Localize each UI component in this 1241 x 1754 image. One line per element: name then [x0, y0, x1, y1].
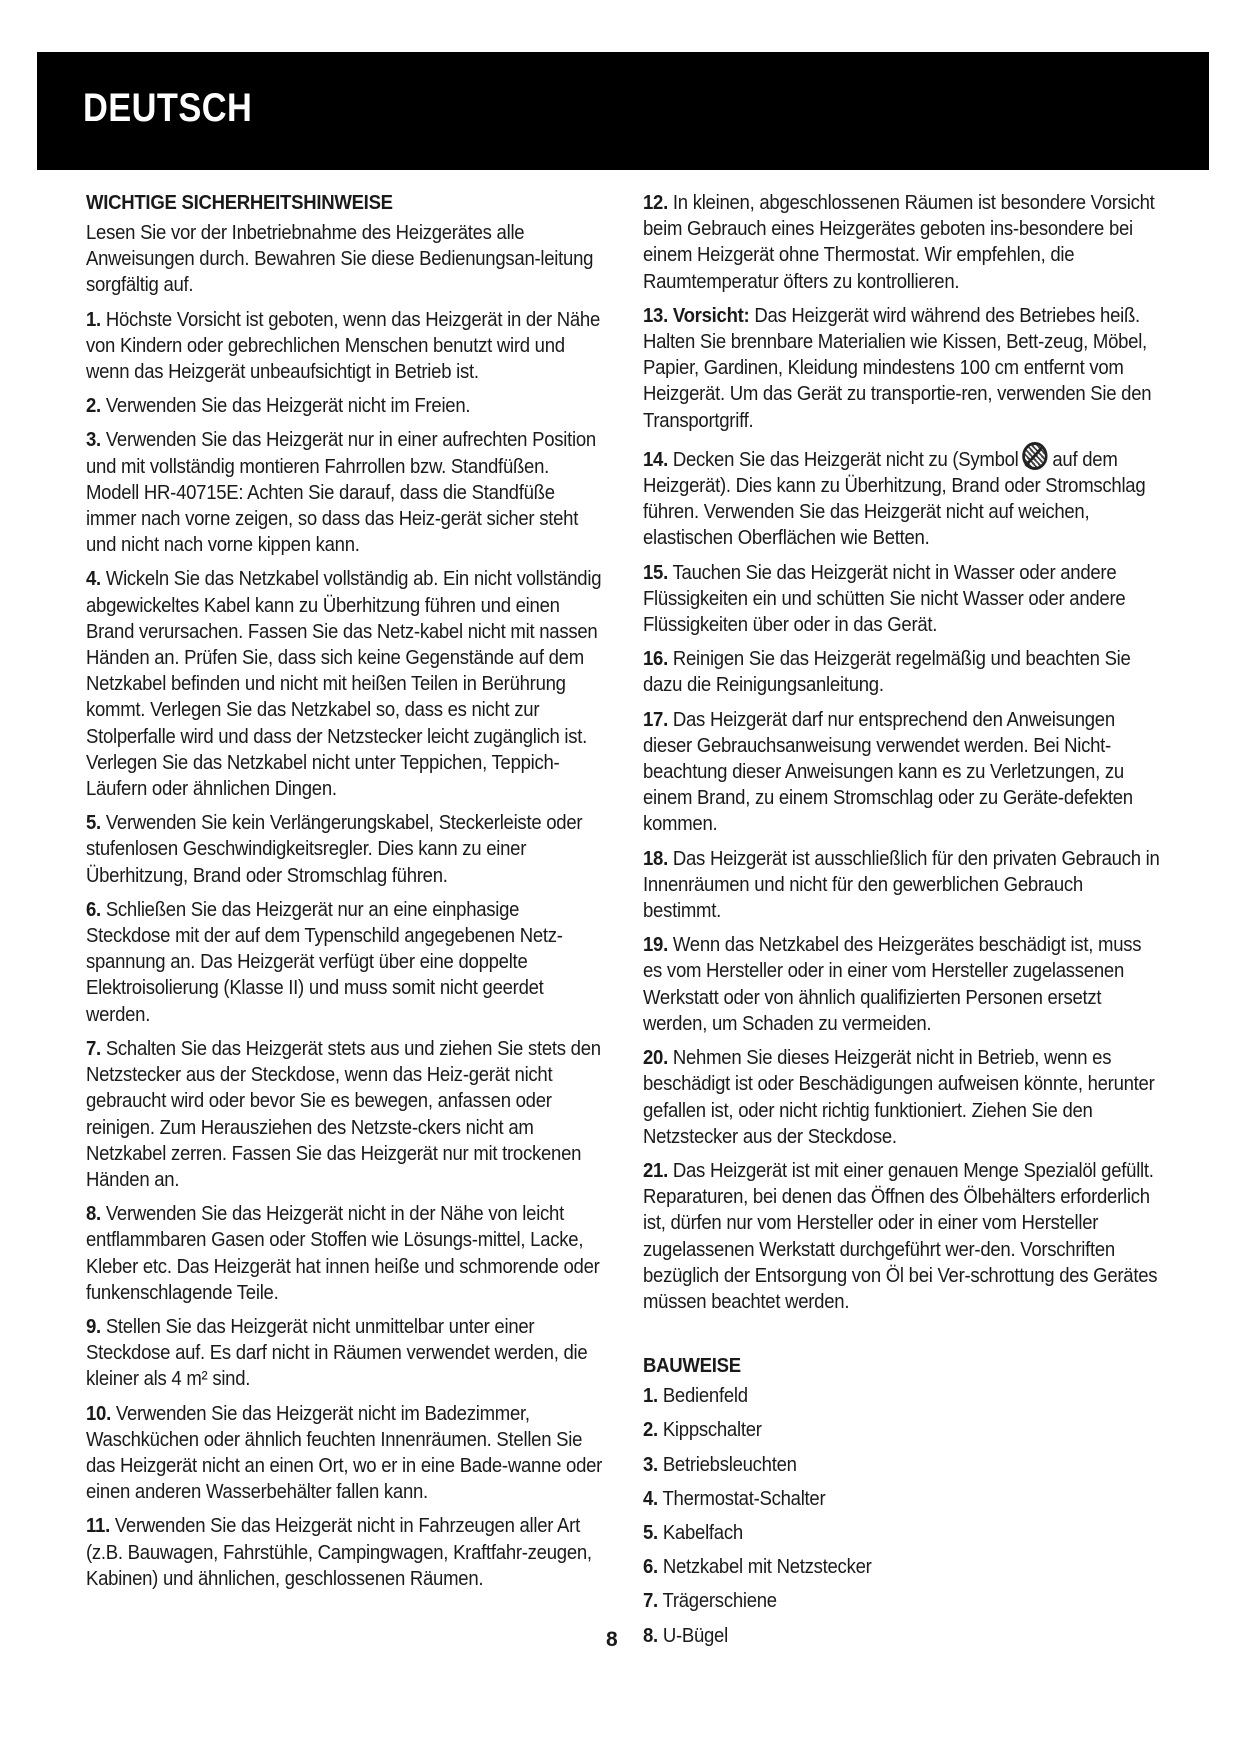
safety-item: [643, 442, 1162, 552]
item-number: 12.: [643, 191, 668, 214]
item-text: Verwenden Sie das Heizgerät nicht in der Nähe von leicht entflammbaren Gasen oder Stoffen wie Lösungs-mittel, Lacke, Kleber etc. Das Heizgerät hat innen heiße und schmorende oder funkenschlagende Teile.: [86, 1202, 600, 1304]
item-text: Tauchen Sie das Heizgerät nicht in Wasser oder andere Flüssigkeiten ein und schütten Sie nicht Wasser oder andere Flüssigkeiten über oder in das Gerät.: [643, 560, 1126, 637]
safety-item: [643, 303, 1162, 434]
item-number: 3.: [86, 428, 101, 452]
item-number: 20.: [643, 1046, 668, 1070]
item-label: Trägerschiene: [662, 1589, 777, 1613]
item-number: 13.: [643, 303, 668, 327]
item-number: 7.: [86, 1036, 101, 1060]
construction-item: [643, 1623, 1162, 1649]
safety-item: [86, 1401, 605, 1506]
safety-intro: Lesen Sie vor der Inbetriebnahme des Heizgerätes alle Anweisungen durch. Bewahren Sie diese Bedienungsan-leitung sorgfältig auf.: [86, 221, 594, 297]
item-text: Verwenden Sie das Heizgerät nur in einer aufrechten Position und mit vollständig montieren Fahrrollen bzw. Standfüßen. Modell HR-40715E: Achten Sie darauf, dass die Standfüße immer nach vorne zeigen, so dass das Heiz-gerät sicher steht und nicht nach vorne kippen kann.: [86, 428, 596, 557]
item-number: 8.: [86, 1202, 101, 1226]
item-text: Verwenden Sie das Heizgerät nicht im Freien.: [105, 394, 471, 418]
safety-item: [643, 560, 1162, 639]
safety-item: [86, 1036, 605, 1193]
item-text: Decken Sie das Heizgerät nicht zu (Symbol: [672, 447, 1019, 471]
item-number: 2.: [86, 394, 101, 418]
item-text: Reinigen Sie das Heizgerät regelmäßig und beachten Sie dazu die Reinigungsanleitung.: [643, 647, 1131, 697]
item-number: 6.: [86, 897, 101, 921]
safety-heading: WICHTIGE SICHERHEITSHINWEISE: [86, 191, 393, 214]
safety-item: [86, 810, 605, 889]
item-number: 1.: [86, 307, 101, 331]
construction-item: [643, 1452, 1162, 1478]
safety-item: [86, 393, 605, 419]
item-text: Verwenden Sie kein Verlängerungskabel, Steckerleiste oder stufenlosen Geschwindigkeitsregler. Dies kann zu einer Überhitzung, Brand oder Stromschlag führen.: [86, 811, 583, 887]
item-number: 4.: [86, 567, 101, 591]
left-column: [86, 190, 606, 1600]
item-number: 1.: [643, 1384, 658, 1408]
item-text: Das Heizgerät ist mit einer genauen Menge Spezialöl gefüllt. Reparaturen, bei denen das Öffnen des Ölbehälters erforderlich ist, dürfen nur vom Hersteller oder in einer vom Hersteller zugelassenen Werkstatt durchgeführt wer-den. Vorschriften bezüglich der Entsorgung von Öl bei Ver-schrottung des Gerätes müssen beachtet werden.: [643, 1158, 1158, 1313]
construction-item: [643, 1383, 1162, 1409]
item-text: Schließen Sie das Heizgerät nur an eine einphasige Steckdose mit der auf dem Typenschild angegebenen Netz-spannung an. Das Heizgerät verfügt über eine doppelte Elektroisolierung (Klasse II) und muss somit nicht geerdet werden.: [86, 897, 563, 1026]
item-text: Verwenden Sie das Heizgerät nicht im Badezimmer, Waschküchen oder ähnlich feuchten Innenräumen. Stellen Sie das Heizgerät nicht an einen Ort, wo er in eine Bade-wanne oder einen anderen Wasserbehälter fallen kann.: [86, 1401, 603, 1504]
item-number: 18.: [643, 846, 668, 870]
item-text: Wickeln Sie das Netzkabel vollständig ab. Ein nicht vollständig abgewickeltes Kabel kann zu Überhitzung führen und einen Brand verursachen. Fassen Sie das Netz-kabel nicht mit nassen Händen an. Prüfen Sie, dass sich keine Gegenstände auf dem Netzkabel befinden und nicht mit heißen Teilen in Berührung kommt. Verlegen Sie das Netzkabel so, dass es nicht zur Stolperfalle wird und dass der Netzstecker leicht zugänglich ist. Verlegen Sie das Netzkabel nicht unter Teppichen, Teppich-Läufern oder ähnlichen Dingen.: [86, 567, 602, 801]
item-text: Das Heizgerät wird während des Betriebes heiß. Halten Sie brennbare Materialien wie Kissen, Bett-zeug, Möbel, Papier, Gardinen, Kleidung mindestens 100 cm entfernt vom Heizgerät. Um das Gerät zu transportie-ren, verwenden Sie den Transportgriff.: [643, 303, 1152, 432]
safety-item: [643, 190, 1162, 295]
item-label: Thermostat-Schalter: [662, 1486, 826, 1510]
item-text: Das Heizgerät darf nur entsprechend den Anweisungen dieser Gebrauchsanweisung verwendet werden. Bei Nicht-beachtung dieser Anweisungen kann es zu Verletzungen, zu einem Brand, zu einem Stromschlag oder zu Geräte-defekten kommen.: [643, 707, 1133, 836]
do-not-cover-icon: [1022, 442, 1047, 470]
right-column: [643, 190, 1163, 1657]
item-label: U-Bügel: [662, 1623, 728, 1647]
item-text: Nehmen Sie dieses Heizgerät nicht in Betrieb, wenn es beschädigt ist oder Beschädigungen aufweisen könnte, herunter gefallen ist, oder nicht richtig funktioniert. Ziehen Sie den Netzstecker aus der Steckdose.: [643, 1046, 1155, 1148]
safety-item: [643, 1045, 1162, 1150]
item-number: 11.: [86, 1514, 110, 1538]
safety-item: [86, 307, 605, 386]
safety-item: [643, 846, 1162, 925]
item-number: 15.: [643, 560, 668, 584]
safety-item: [86, 1314, 605, 1393]
safety-item: [643, 932, 1162, 1037]
item-label: Kabelfach: [662, 1520, 743, 1544]
item-number: 16.: [643, 647, 668, 671]
item-number: 7.: [643, 1589, 658, 1613]
safety-item: [86, 1513, 605, 1592]
construction-item: [643, 1417, 1162, 1443]
section-spacer: [643, 1323, 1162, 1353]
item-label: Netzkabel mit Netzstecker: [662, 1555, 872, 1579]
construction-item: [643, 1588, 1162, 1614]
item-number: 9.: [86, 1314, 101, 1338]
item-number: 2.: [643, 1418, 658, 1442]
item-number: 17.: [643, 707, 668, 731]
construction-heading: BAUWEISE: [643, 1354, 741, 1378]
page-number: 8: [606, 1628, 618, 1651]
item-text: Das Heizgerät ist ausschließlich für den privaten Gebrauch in Innenräumen und nicht für den gewerblichen Gebrauch bestimmt.: [643, 846, 1160, 923]
construction-item: [643, 1520, 1162, 1546]
item-number: 5.: [643, 1520, 658, 1544]
item-number: 3.: [643, 1452, 658, 1476]
item-text: Höchste Vorsicht ist geboten, wenn das Heizgerät in der Nähe von Kindern oder gebrechlichen Menschen benutzt wird und wenn das Heizgerät unbeaufsichtigt in Betrieb ist.: [86, 307, 601, 384]
safety-item: [86, 897, 605, 1028]
item-number: 5.: [86, 811, 101, 835]
item-label: Betriebsleuchten: [662, 1452, 797, 1476]
item-text-after: auf dem Heizgerät). Dies kann zu Überhitzung, Brand oder Stromschlag führen. Verwenden Sie das Heizgerät nicht auf weichen, elastischen Oberflächen wie Betten.: [643, 447, 1146, 550]
safety-item: [643, 707, 1162, 838]
item-text: Schalten Sie das Heizgerät stets aus und ziehen Sie stets den Netzstecker aus der Steckdose, wenn das Heiz-gerät nicht gebraucht wird oder bevor Sie es bewegen, anfassen oder reinigen. Zum Herausziehen des Netzste-ckers nicht am Netzkabel zerren. Fassen Sie das Heizgerät nur mit trockenen Händen an.: [86, 1036, 601, 1191]
item-number: 10.: [86, 1401, 111, 1425]
safety-item: [643, 1158, 1162, 1315]
language-header: [37, 52, 1209, 170]
item-number: 21.: [643, 1158, 668, 1182]
safety-item: [86, 1201, 605, 1306]
item-label: Kippschalter: [662, 1418, 762, 1442]
construction-item: [643, 1486, 1162, 1512]
item-text: Verwenden Sie das Heizgerät nicht in Fahrzeugen aller Art (z.B. Bauwagen, Fahrstühle, Campingwagen, Kraftfahr-zeugen, Kabinen) und ähnlichen, geschlossenen Räumen.: [86, 1514, 592, 1590]
item-number: 6.: [643, 1555, 658, 1579]
item-label: Bedienfeld: [662, 1384, 748, 1408]
item-number: 8.: [643, 1623, 658, 1647]
safety-item: [643, 646, 1162, 698]
item-lead: Vorsicht:: [672, 303, 750, 327]
item-number: 14.: [643, 447, 668, 471]
item-number: 19.: [643, 933, 668, 957]
item-text: In kleinen, abgeschlossenen Räumen ist besondere Vorsicht beim Gebrauch eines Heizgerätes geboten ins-besondere bei einem Heizgerät ohne Thermostat. Wir empfehlen, die Raumtemperatur öfters zu kontrollieren.: [643, 191, 1155, 293]
construction-item: [643, 1554, 1162, 1580]
safety-item: [86, 566, 605, 802]
safety-item: [86, 427, 605, 558]
item-number: 4.: [643, 1486, 658, 1510]
page-title: DEUTSCH: [83, 86, 253, 130]
item-text: Stellen Sie das Heizgerät nicht unmittelbar unter einer Steckdose auf. Es darf nicht in Räumen verwendet werden, die kleiner als 4 m² sind.: [86, 1314, 588, 1391]
item-text: Wenn das Netzkabel des Heizgerätes beschädigt ist, muss es vom Hersteller oder in einer vom Hersteller zugelassenen Werkstatt oder von ähnlich qualifizierten Personen ersetzt werden, um Schaden zu vermeiden.: [643, 933, 1142, 1035]
